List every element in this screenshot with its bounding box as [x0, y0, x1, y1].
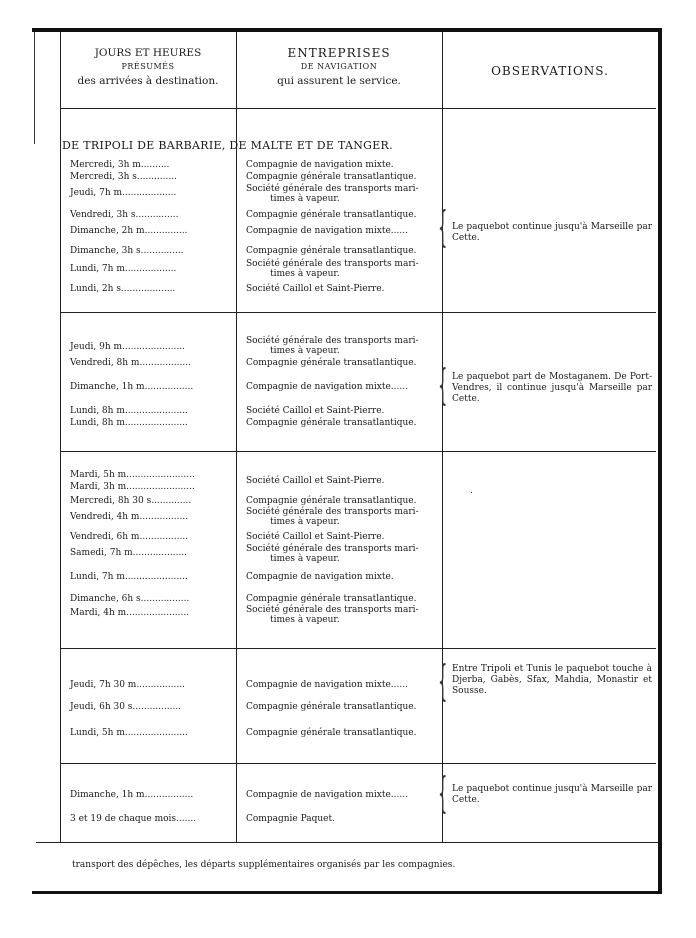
header-observations	[444, 64, 656, 78]
g3-r1-day: Mardi, 5h m........................	[70, 470, 195, 480]
g1-r6-day: Dimanche, 3h s...............	[70, 246, 184, 256]
g3-r9-company2: times à vapeur.	[270, 615, 340, 625]
g3-r6-day: Samedi, 7h m...................	[70, 548, 188, 558]
page-frame	[32, 28, 662, 894]
g2-r5-company: Compagnie générale transatlantique.	[246, 418, 417, 428]
g1-r3-company: Société générale des transports mari-	[246, 184, 419, 194]
g2-r1-company: Société générale des transports mari-	[246, 336, 419, 346]
header-days-line2: PRÉSUMÉS	[121, 62, 175, 71]
g3-r1-company: Société Caillol et Saint-Pierre.	[246, 476, 385, 486]
g4-r1-company: Compagnie de navigation mixte......	[246, 680, 408, 690]
g3-r5-day: Vendredi, 6h m.................	[70, 532, 189, 542]
g3-r6-company2: times à vapeur.	[270, 554, 340, 564]
g3-r6-company: Société générale des transports mari-	[246, 544, 419, 554]
g1-r4-day: Vendredi, 3h s...............	[70, 210, 179, 220]
brace-1: {	[438, 202, 448, 251]
group-separator-4	[60, 763, 656, 764]
header-days-line3: des arrivées à destination.	[77, 75, 219, 87]
g1-r2-day: Mercredi, 3h s..............	[70, 172, 177, 182]
g3-r9-day: Mardi, 4h m......................	[70, 608, 190, 618]
g3-r8-day: Dimanche, 6h s.................	[70, 594, 190, 604]
g2-observation: Le paquebot part de Mostaganem. De Port-Vendres, il continue jusqu'à Marseille par Cette.	[452, 372, 652, 404]
g2-r5-day: Lundi, 8h m......................	[70, 418, 188, 428]
footer-note: transport des dépêches, les départs supplémentaires organisés par les compagnies.	[72, 860, 456, 870]
g3-observation: .	[470, 486, 473, 496]
g1-r3-company2: times à vapeur.	[270, 194, 340, 204]
header-left-rule	[34, 32, 35, 144]
g1-r7-company: Société générale des transports mari-	[246, 259, 419, 269]
g3-r4-company2: times à vapeur.	[270, 517, 340, 527]
group-separator-2	[60, 451, 656, 452]
g1-r2-company: Compagnie générale transatlantique.	[246, 172, 417, 182]
g1-r6-company: Compagnie générale transatlantique.	[246, 246, 417, 256]
g3-r2-day: Mardi, 3h m........................	[70, 482, 195, 492]
g4-r1-day: Jeudi, 7h 30 m.................	[70, 680, 185, 690]
g4-r2-day: Jeudi, 6h 30 s.................	[70, 702, 182, 712]
g2-r2-company: Compagnie générale transatlantique.	[246, 358, 417, 368]
g2-r1-company2: times à vapeur.	[270, 346, 340, 356]
g1-r3-day: Jeudi, 7h m...................	[70, 188, 177, 198]
g1-r8-day: Lundi, 2h s...................	[70, 284, 176, 294]
g1-r4-company: Compagnie générale transatlantique.	[246, 210, 417, 220]
g5-r2-company: Compagnie Paquet.	[246, 814, 335, 824]
header-days	[62, 46, 234, 88]
g3-r3-company: Compagnie générale transatlantique.	[246, 496, 417, 506]
column-rule-2	[236, 32, 237, 842]
g1-observation: Le paquebot continue jusqu'à Marseille par Cette.	[452, 222, 652, 243]
g2-r1-day: Jeudi, 9h m......................	[70, 342, 185, 352]
g3-r7-company: Compagnie de navigation mixte.	[246, 572, 394, 582]
g4-r3-day: Lundi, 5h m......................	[70, 728, 188, 738]
g3-r4-company: Société générale des transports mari-	[246, 507, 419, 517]
brace-2: {	[438, 360, 448, 409]
g1-r1-company: Compagnie de navigation mixte.	[246, 160, 394, 170]
brace-4: {	[438, 656, 448, 705]
g3-r8-company: Compagnie générale transatlantique.	[246, 594, 417, 604]
g1-r5-day: Dimanche, 2h m...............	[70, 226, 188, 236]
g5-r2-day: 3 et 19 de chaque mois.......	[70, 814, 197, 824]
g2-r3-company: Compagnie de navigation mixte......	[246, 382, 408, 392]
g1-r7-day: Lundi, 7h m..................	[70, 264, 177, 274]
footer-rule	[36, 842, 658, 843]
g1-r5-company: Compagnie de navigation mixte......	[246, 226, 408, 236]
column-rule-3	[442, 32, 443, 842]
g2-r4-day: Lundi, 8h m......................	[70, 406, 188, 416]
g5-r1-day: Dimanche, 1h m.................	[70, 790, 194, 800]
g2-r2-day: Vendredi, 8h m..................	[70, 358, 191, 368]
g3-r9-company: Société générale des transports mari-	[246, 605, 419, 615]
header-days-line1: JOURS ET HEURES	[94, 47, 202, 59]
header-companies	[238, 46, 440, 88]
header-bottom-rule	[60, 108, 656, 109]
g2-r3-day: Dimanche, 1h m.................	[70, 382, 194, 392]
g3-r4-day: Vendredi, 4h m.................	[70, 512, 189, 522]
g5-r1-company: Compagnie de navigation mixte......	[246, 790, 408, 800]
column-rule-1	[60, 32, 61, 842]
group-separator-3	[60, 648, 656, 649]
g3-r7-day: Lundi, 7h m......................	[70, 572, 188, 582]
g1-r7-company2: times à vapeur.	[270, 269, 340, 279]
g2-r4-company: Société Caillol et Saint-Pierre.	[246, 406, 385, 416]
g3-r5-company: Société Caillol et Saint-Pierre.	[246, 532, 385, 542]
g1-r8-company: Société Caillol et Saint-Pierre.	[246, 284, 385, 294]
header-companies-line2: DE NAVIGATION	[300, 62, 378, 71]
group-separator-1	[60, 312, 656, 313]
g1-r1-day: Mercredi, 3h m..........	[70, 160, 170, 170]
header-companies-line1: ENTREPRISES	[287, 46, 391, 60]
g4-observation: Entre Tripoli et Tunis le paquebot touche à Djerba, Gabès, Sfax, Mahdia, Monastir et Sousse.	[452, 664, 652, 696]
g4-r3-company: Compagnie générale transatlantique.	[246, 728, 417, 738]
section-title: DE TRIPOLI DE BARBARIE, DE MALTE ET DE TANGER.	[62, 139, 393, 152]
g5-observation: Le paquebot continue jusqu'à Marseille par Cette.	[452, 784, 652, 805]
g3-r3-day: Mercredi, 8h 30 s..............	[70, 496, 192, 506]
g4-r2-company: Compagnie générale transatlantique.	[246, 702, 417, 712]
brace-5: {	[438, 768, 448, 817]
header-observations-line1: OBSERVATIONS.	[491, 64, 609, 78]
header-companies-line3: qui assurent le service.	[277, 75, 401, 87]
